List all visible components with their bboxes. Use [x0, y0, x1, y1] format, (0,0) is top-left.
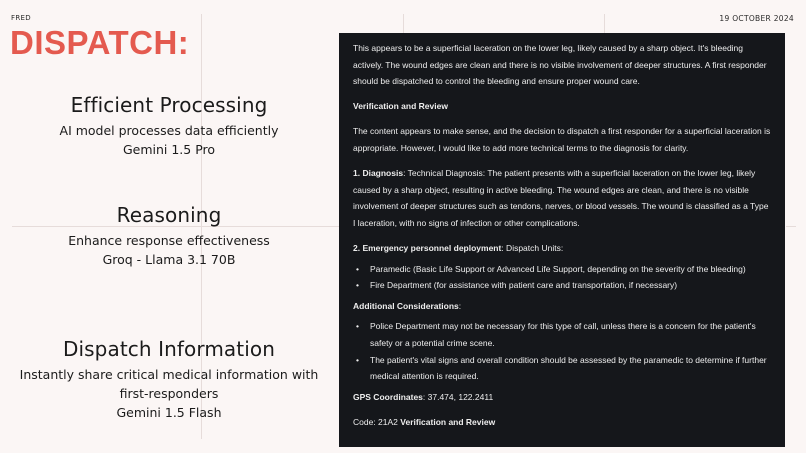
section-model: Groq - Llama 3.1 70B: [102, 252, 236, 267]
considerations-list: [353, 318, 773, 384]
section-title: Reasoning: [116, 203, 222, 227]
verification-heading: Verification and Review: [353, 101, 448, 112]
report-intro: This appears to be a superficial laceration on the lower leg, likely caused by a sharp object. It's bleeding actively. The wound edges are clean and there is no visible involvement of deeper structures. A first responder should be dispatched to control the bleeding and ensure proper wound care.: [353, 43, 767, 87]
grid-line-vertical: [604, 14, 605, 33]
section-efficient-processing: [0, 93, 338, 159]
grid-line-vertical: [403, 14, 404, 33]
deployment-paragraph: [353, 240, 773, 257]
diagnosis-label: 1. Diagnosis: [353, 168, 404, 179]
considerations-colon: :: [458, 300, 462, 311]
date-label: 19 OCTOBER 2024: [719, 14, 794, 23]
section-reasoning: [0, 203, 338, 269]
deployment-label: 2. Emergency personnel deployment: [353, 242, 502, 253]
verification-text: The content appears to make sense, and the decision to dispatch a first responder for a superficial laceration is appropriate. However, I would like to add more technical terms to the diagnosis for clarity.: [353, 126, 771, 153]
gps-value: : 37.474, 122.2411: [422, 391, 494, 402]
deployment-text: : Dispatch Units:: [501, 242, 564, 253]
list-item: • Paramedic (Basic Life Support or Advanced Life Support, depending on the severity of the bleeding): [353, 261, 773, 278]
section-model: Gemini 1.5 Pro: [122, 142, 216, 157]
section-description: Enhance response effectiveness: [68, 233, 270, 248]
code-suffix: Verification and Review: [400, 416, 496, 427]
list-item: • Fire Department (for assistance with patient care and transportation, if necessary): [353, 277, 773, 294]
gps-coordinates: [353, 389, 773, 406]
list-item: • The patient's vital signs and overall condition should be assessed by the paramedic to determine if further medical attention is required.: [353, 352, 773, 385]
dispatch-code: [353, 414, 773, 431]
dispatch-units-list: [353, 261, 773, 294]
gps-label: GPS Coordinates: [353, 391, 423, 402]
list-item: • Police Department may not be necessary for this type of call, unless there is a concern for the patient's safety or a potential crime scene.: [353, 318, 773, 351]
grid-line-horizontal: [786, 226, 796, 227]
section-dispatch-information: [0, 337, 338, 422]
dispatch-report-panel: [339, 33, 785, 447]
section-model: Gemini 1.5 Flash: [116, 405, 222, 420]
section-description: AI model processes data efficiently: [59, 123, 279, 138]
diagnosis-text: : Technical Diagnosis: The patient presents with a superficial laceration on the lower leg, likely caused by a sharp object, resulting in active bleeding. The wound edges are clean, and there is no visible involvement of deeper structures such as tendons, nerves, or blood vessels. The wound is classified as a Type I laceration, with no signs of infection or other complications.: [353, 168, 769, 228]
code-prefix: Code: 21A2: [353, 416, 401, 427]
section-title: Efficient Processing: [70, 93, 268, 117]
page-title: DISPATCH:: [10, 24, 190, 61]
considerations-heading-line: [353, 298, 773, 315]
considerations-heading: Additional Considerations: [353, 300, 459, 311]
section-title: Dispatch Information: [63, 337, 275, 361]
section-description: Instantly share critical medical information with first-responders: [19, 367, 319, 401]
diagnosis-paragraph: [353, 165, 773, 231]
author-label: FRED: [11, 14, 31, 22]
